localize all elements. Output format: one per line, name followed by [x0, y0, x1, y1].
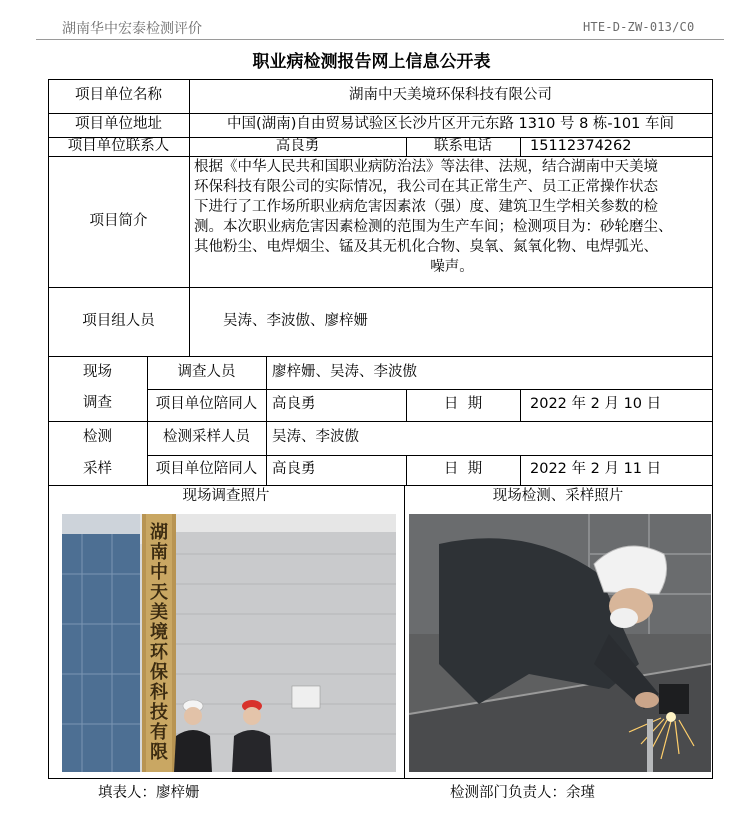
svg-text:有: 有: [150, 722, 168, 743]
phone-label: 联系电话: [434, 137, 492, 154]
survey-escort-value: 高良勇: [272, 396, 316, 413]
header-company: 湖南华中宏泰检测评价: [62, 21, 202, 37]
survey-staff-value: 廖梓姗、吴涛、李波傲: [272, 363, 417, 380]
intro-label: 项目简介: [89, 212, 148, 229]
team-label: 项目组人员: [82, 312, 155, 329]
contact-value: 高良勇: [275, 137, 320, 154]
sample-staff-label: 检测采样人员: [163, 429, 250, 446]
intro-line: 其他粉尘、电焊烟尘、锰及其无机化合物、臭氧、氮氧化物、电焊弧光、: [194, 239, 658, 255]
filler-signature: 填表人：廖梓姗: [98, 785, 200, 801]
svg-text:境: 境: [150, 622, 168, 643]
intro-line: 根据《中华人民共和国职业病防治法》等法律、法规，结合湖南中天美境: [194, 159, 658, 175]
sample-escort-label: 项目单位陪同人: [155, 461, 258, 478]
intro-text: [189, 156, 712, 287]
svg-text:天: 天: [150, 582, 168, 603]
phone-value: 15112374262: [530, 137, 632, 154]
svg-text:环: 环: [150, 642, 168, 663]
survey-date-label: 日 期: [443, 396, 483, 413]
sample-date-label: 日 期: [443, 461, 483, 478]
survey-label-line2: 调查: [83, 395, 112, 412]
intro-line: 环保科技有限公司的实际情况，我公司在其正常生产、员工正常操作状态: [194, 179, 658, 195]
survey-label-line1: 现场: [83, 364, 112, 381]
sample-staff-value: 吴涛、李波傲: [272, 429, 359, 446]
photo-left-label: 现场调查照片: [182, 488, 270, 505]
intro-line: 下进行了工作场所职业病危害因素浓（强）度、建筑卫生学相关参数的检: [194, 199, 658, 215]
unit-name-label: 项目单位名称: [75, 87, 162, 104]
survey-photo: [62, 514, 396, 772]
unit-name-value: 湖南中天美境环保科技有限公司: [349, 87, 552, 104]
svg-text:中: 中: [150, 562, 168, 583]
unit-address-label: 项目单位地址: [75, 116, 162, 133]
intro-line: 噪声。: [430, 259, 474, 275]
svg-text:限: 限: [150, 742, 168, 763]
svg-text:南: 南: [150, 542, 168, 563]
sample-label-line2: 采样: [83, 461, 112, 478]
sample-label-line1: 检测: [83, 429, 112, 446]
survey-date-value: 2022 年 2 月 10 日: [530, 396, 662, 413]
svg-text:美: 美: [150, 602, 168, 623]
svg-text:科: 科: [150, 682, 168, 703]
sample-escort-value: 高良勇: [272, 461, 316, 478]
team-value: 吴涛、李波傲、廖梓姗: [223, 312, 368, 329]
sample-date-value: 2022 年 2 月 11 日: [530, 461, 662, 478]
svg-text:技: 技: [150, 702, 168, 723]
photo-right-label: 现场检测、采样照片: [492, 488, 624, 505]
survey-escort-label: 项目单位陪同人: [155, 396, 258, 413]
svg-text:湖: 湖: [150, 522, 168, 543]
sampling-photo: [409, 514, 711, 772]
header-divider: [36, 39, 724, 40]
svg-text:保: 保: [150, 662, 168, 683]
dept-head-signature: 检测部门负责人：余瑾: [450, 785, 595, 801]
contact-label: 项目单位联系人: [67, 137, 170, 154]
intro-line: 测。本次职业病危害因素检测的范围为生产车间；检测项目为：砂轮磨尘、: [194, 219, 673, 235]
survey-staff-label: 调查人员: [177, 363, 236, 380]
header-doc-code: HTE-D-ZW-013/C0: [583, 20, 695, 34]
unit-address-value: 中国(湖南)自由贸易试验区长沙片区开元东路 1310 号 8 栋-101 车间: [227, 116, 674, 133]
page-title: 职业病检测报告网上信息公开表: [252, 52, 491, 72]
